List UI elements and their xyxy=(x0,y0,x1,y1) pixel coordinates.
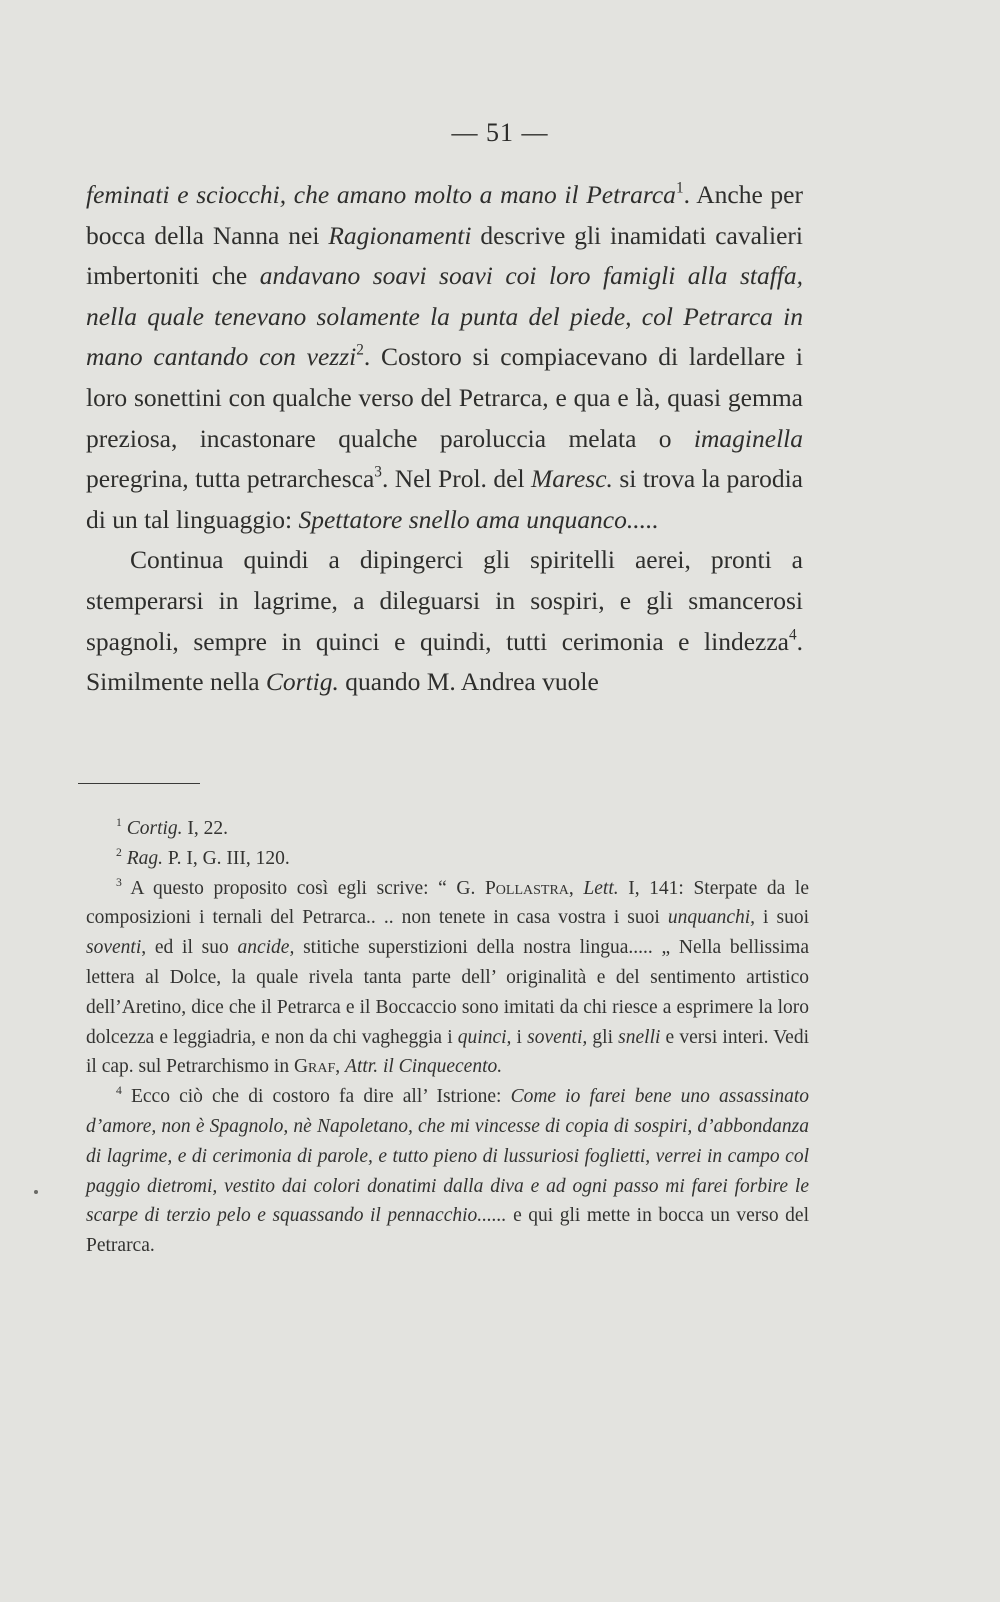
footnote-ref: 2 xyxy=(356,341,364,359)
italic-text: Come io farei bene uno assassinato d’amore, non è Spagnolo, nè Napoletano, che mi vincesse di copia di sospiri, d’abbondanza di lagrime, e di cerimonia di parole, e tutto pieno di lussuriosi foglietti, verrei in campo col paggio dietromi, vestito dai colori donatimi dalla diva e ad ogni passo mi farei forbire le scarpe di terzio pelo e squassando il pennacchio...... xyxy=(86,1086,809,1227)
italic-text: Rag. xyxy=(126,847,164,869)
text: e versi interi. Vedi il cap. sul Petrarchismo in xyxy=(86,1026,810,1078)
italic-text: imaginella xyxy=(693,423,803,453)
italic-text: Attr. il Cinquecento. xyxy=(345,1056,503,1078)
text: I, 22. xyxy=(182,818,229,839)
footnote-ref: 1 xyxy=(675,179,684,197)
page-number: — 51 — xyxy=(451,118,549,147)
text: stitiche superstizioni della nostra lingua..... „ Nella bellissima lettera al Dolce, la quale rivela tanta parte dell’ originalità e del sentimento artistico dell’Aretino, dice che il Petrarca e il Boccaccio sono imitati da chi riesce a esprimere la loro dolcezza e leggiadria, e non da chi vagheggia i xyxy=(86,937,809,1048)
footnote-3 xyxy=(86,874,809,1083)
text: , xyxy=(568,877,584,899)
footnote-ref: 3 xyxy=(374,463,382,481)
text: e qui gli mette in bocca un verso del Petrarca. xyxy=(86,1205,809,1257)
italic-text: feminati e sciocchi, che amano molto a mano il Petrarca xyxy=(86,180,676,209)
text: . Similmente nella xyxy=(86,626,803,697)
footnote-number: 4 xyxy=(116,1083,122,1097)
italic-text: Cortig. xyxy=(265,667,339,697)
footnote-2 xyxy=(86,844,809,874)
text: P. I, G. III, 120. xyxy=(163,847,290,869)
text: si trova la parodia di un tal linguaggio: xyxy=(86,464,803,534)
italic-text: snelli xyxy=(618,1026,661,1048)
paragraph-2 xyxy=(86,540,803,702)
italic-text: andavano soavi soavi coi loro famigli alla staffa, nella quale tenevano solamente la punta del piede, col Petrarca in mano cantando con vezzi xyxy=(86,261,803,372)
footnote-ref: 4 xyxy=(788,625,797,643)
footnote-divider xyxy=(78,783,200,784)
text: , ed il suo xyxy=(141,937,238,959)
text: Ecco ciò che di costoro fa dire all’ Istrione: xyxy=(121,1086,511,1108)
italic-text: quinci, xyxy=(457,1026,512,1048)
italic-text: Lett. xyxy=(583,877,619,899)
text: Continua quindi a dipingerci gli spiritelli aerei, pronti a stemperarsi in lagrime, a dileguarsi in sospiri, e gli smancerosi spagnoli, sempre in quinci e quindi, tutti cerimonia e lindezza xyxy=(86,545,803,656)
text: A questo proposito così egli scrive: “ G. xyxy=(121,877,485,899)
footnote-number: 3 xyxy=(116,875,122,889)
text: descrive gli inamidati cavalieri imbertoniti che xyxy=(86,220,803,291)
text: . Costoro si compiacevano di lardellare i loro sonettini con qualche verso del Petrarca, e qua e là, quasi gemma preziosa, incastonare qualche paroluccia melata o xyxy=(86,342,803,453)
text: . Anche per bocca della Nanna nei xyxy=(86,180,803,250)
text: , xyxy=(335,1056,346,1078)
paragraph-1 xyxy=(86,175,803,540)
page-speck xyxy=(34,1190,38,1194)
text: gli xyxy=(587,1026,619,1048)
text: quando M. Andrea vuole xyxy=(338,667,599,697)
footnote-number: 2 xyxy=(116,845,122,859)
text: peregrina, tutta petrarchesca xyxy=(86,464,375,494)
footnote-number: 1 xyxy=(116,815,122,829)
italic-text: soventi, xyxy=(527,1026,588,1048)
text: . Nel Prol. del xyxy=(381,464,531,494)
italic-text: Ragionamenti xyxy=(328,220,472,250)
text: I, 141: Sterpate da le composizioni i ternali del Petrarca.. .. non tenete in casa vostra i suoi xyxy=(86,877,810,929)
italic-text: Cortig. xyxy=(126,818,183,839)
main-text xyxy=(86,175,803,703)
footnote-4 xyxy=(86,1082,809,1261)
text: i suoi xyxy=(755,907,809,929)
footnote-1 xyxy=(86,814,809,844)
italic-text: soventi xyxy=(86,937,142,959)
author-name: Graf xyxy=(293,1056,336,1078)
italic-text: Spettatore snello ama unquanco..... xyxy=(298,504,659,534)
footnotes xyxy=(86,814,809,1261)
text: i xyxy=(511,1026,528,1048)
italic-text: ancide, xyxy=(237,937,295,959)
italic-text: unquanchi, xyxy=(667,907,756,929)
author-name: Pollastra xyxy=(484,877,569,899)
italic-text: Maresc. xyxy=(531,464,613,494)
